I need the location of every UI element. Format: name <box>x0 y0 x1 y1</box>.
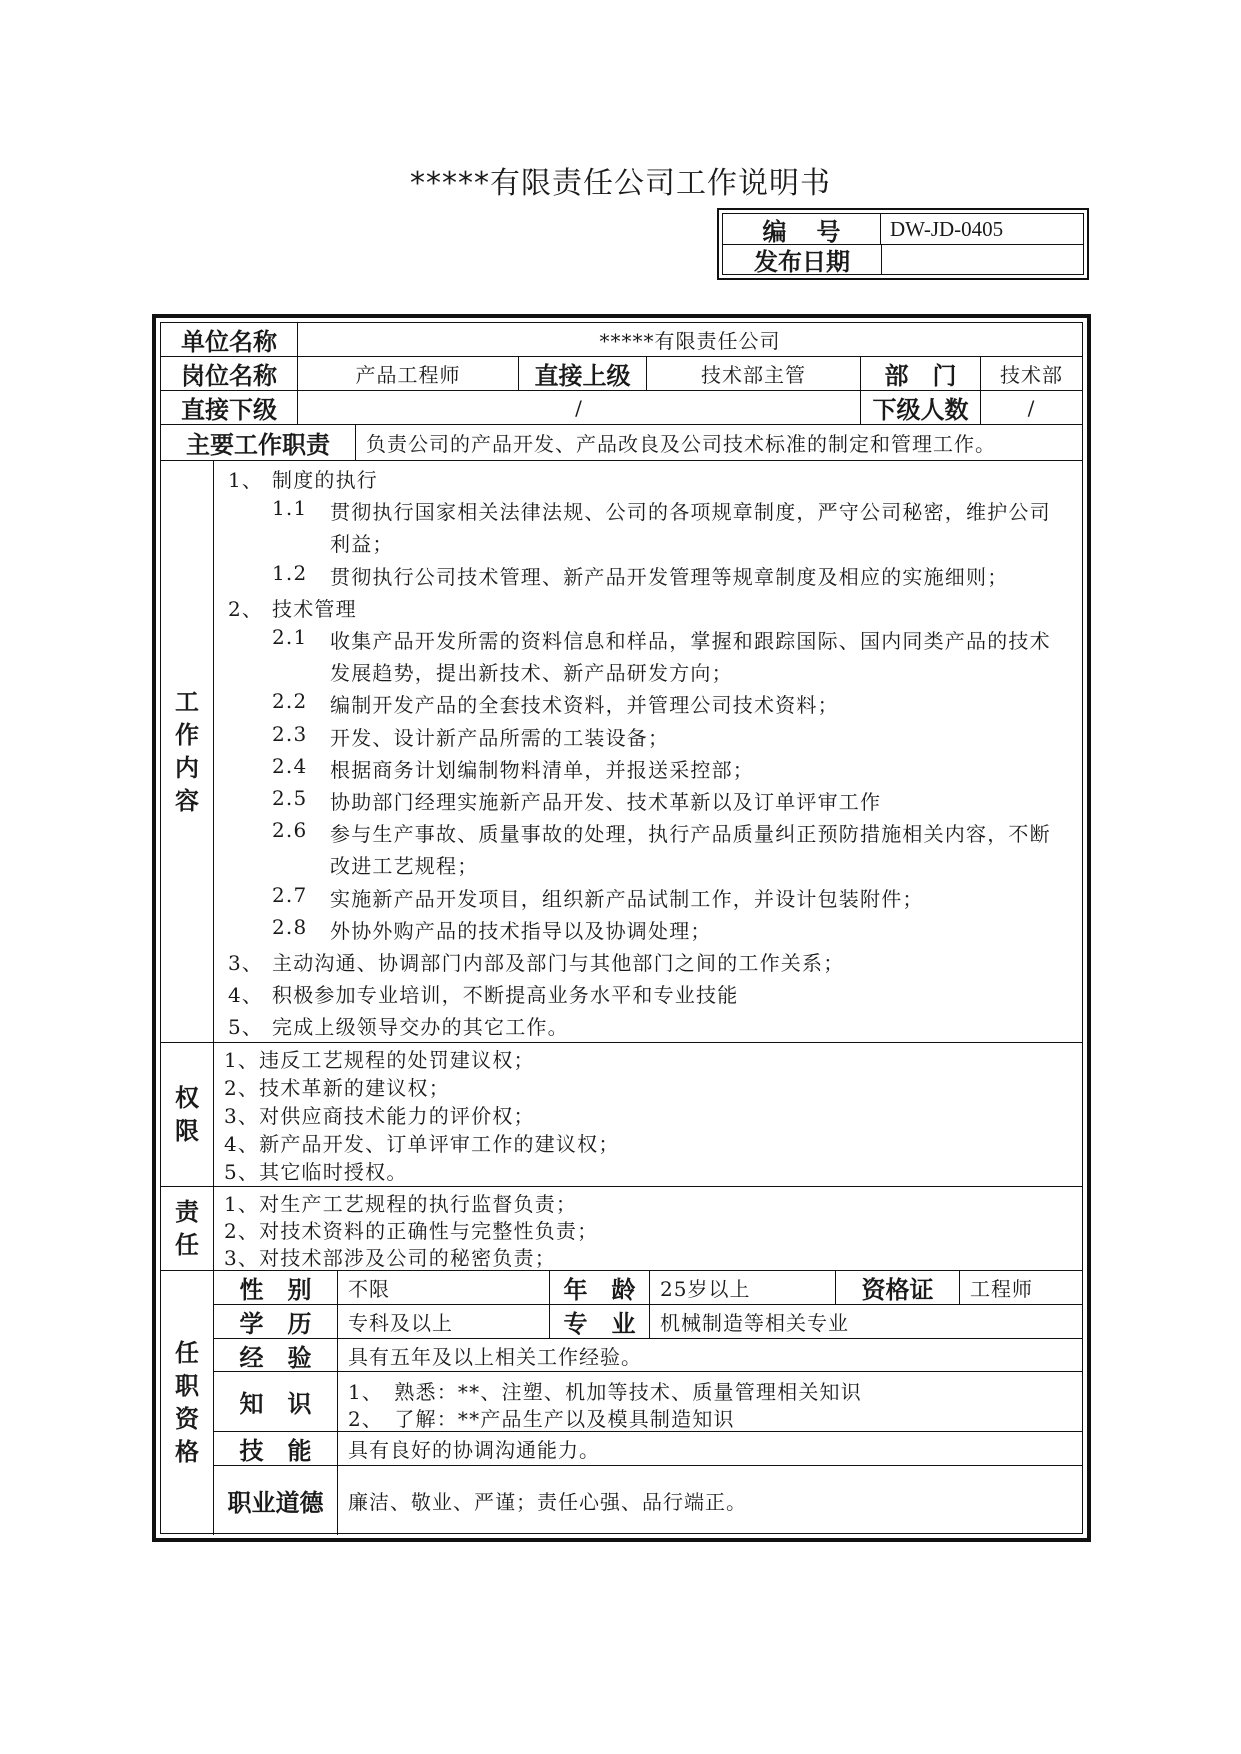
responsibility-label-char: 任 <box>175 1230 199 1259</box>
knowledge-line: 2、 了解：**产品生产以及模具制造知识 <box>348 1407 735 1431</box>
gender-label: 性 别 <box>213 1270 337 1304</box>
gender-value: 不限 <box>337 1270 549 1304</box>
authority-line: 3、对供应商技术能力的评价权； <box>224 1104 535 1128</box>
work-content-line-text: 利益； <box>330 532 394 557</box>
responsibility-line: 1、对生产工艺规程的执行监督负责； <box>224 1192 578 1216</box>
age-label: 年 龄 <box>549 1270 649 1304</box>
main-duty-value: 负责公司的产品开发、产品改良及公司技术标准的制定和管理工作。 <box>355 424 1082 460</box>
responsibility-label <box>161 1186 213 1270</box>
qualification-label-char: 资 <box>175 1405 199 1433</box>
main-duty-label: 主要工作职责 <box>161 424 355 460</box>
work-content-line-number: 2.6 <box>272 818 308 843</box>
work-content-line-text: 制度的执行 <box>272 468 378 492</box>
department-value: 技术部 <box>980 356 1082 390</box>
qualification-label-char: 任 <box>175 1339 199 1367</box>
job-description-table <box>152 314 1091 1542</box>
knowledge-value <box>337 1371 1082 1431</box>
work-content-line-number: 2.8 <box>272 914 308 939</box>
work-content-label-char: 作 <box>175 720 199 749</box>
work-content-line-text: 编制开发产品的全套技术资料，并管理公司技术资料； <box>330 693 839 718</box>
responsibility-line: 3、对技术部涉及公司的秘密负责； <box>224 1246 556 1270</box>
responsibility-body <box>213 1186 1082 1270</box>
work-content-line-text: 贯彻执行国家相关法律法规、公司的各项规章制度，严守公司秘密，维护公司 <box>330 500 1051 525</box>
work-content-label <box>161 460 213 1042</box>
code-label: 编号 <box>723 214 881 244</box>
department-label: 部 门 <box>860 356 980 390</box>
work-content-line-text: 主动沟通、协调部门内部及部门与其他部门之间的工作关系； <box>272 951 845 975</box>
subordinate-count-value: / <box>980 390 1082 424</box>
work-content-line-number: 2.5 <box>272 786 308 810</box>
responsibility-label-char: 责 <box>175 1197 199 1226</box>
certificate-label: 资格证 <box>835 1270 959 1304</box>
authority-line: 4、新产品开发、订单评审工作的建议权； <box>224 1132 620 1156</box>
qualification-label-char: 格 <box>175 1438 199 1466</box>
experience-label: 经 验 <box>213 1338 337 1371</box>
work-content-line-number: 2.4 <box>272 753 308 778</box>
position-value: 产品工程师 <box>297 356 518 390</box>
work-content-line-number: 1.2 <box>272 560 308 585</box>
authority-label-char: 限 <box>175 1116 199 1145</box>
skill-label: 技 能 <box>213 1431 337 1465</box>
knowledge-line: 1、 熟悉：**、注塑、机加等技术、质量管理相关知识 <box>348 1380 862 1404</box>
education-label: 学 历 <box>213 1304 337 1338</box>
work-content-label-char: 工 <box>175 687 199 716</box>
work-content-line-number: 2.3 <box>272 721 308 746</box>
subordinate-count-label: 下级人数 <box>860 390 980 424</box>
responsibility-line: 2、对技术资料的正确性与完整性负责； <box>224 1219 599 1243</box>
qualification-label-char: 职 <box>175 1372 199 1400</box>
date-row <box>723 244 1083 274</box>
work-content-line-text: 技术管理 <box>272 596 357 621</box>
work-content-line-text: 外协外购产品的技术指导以及协调处理； <box>330 918 712 943</box>
subordinate-value: / <box>297 390 860 424</box>
document-info-table <box>717 208 1089 280</box>
unit-value: *****有限责任公司 <box>297 323 1082 356</box>
date-value <box>882 244 1083 274</box>
work-content-line-text: 改进工艺规程； <box>330 854 479 879</box>
work-content-line-number: 3、 <box>228 951 264 975</box>
work-content-line-text: 积极参加专业培训，不断提高业务水平和专业技能 <box>272 983 739 1008</box>
work-content-line-text: 收集产品开发所需的资料信息和样品，掌握和跟踪国际、国内同类产品的技术 <box>330 629 1051 653</box>
unit-label: 单位名称 <box>181 328 277 356</box>
work-content-label-char: 容 <box>175 786 199 815</box>
subordinate-label: 直接下级 <box>161 390 297 424</box>
ethics-label: 职业道德 <box>213 1465 337 1535</box>
authority-line: 2、技术革新的建议权； <box>224 1076 450 1100</box>
authority-label-char: 权 <box>175 1083 199 1112</box>
work-content-line-number: 2、 <box>228 596 264 621</box>
document-title: *****有限责任公司工作说明书 <box>410 166 831 201</box>
code-row <box>723 214 1083 245</box>
work-content-line-number: 5、 <box>228 1015 264 1040</box>
work-content-line-number: 2.2 <box>272 689 308 714</box>
work-content-line-text: 根据商务计划编制物料清单，并报送采控部； <box>330 757 754 782</box>
code-value: DW-JD-0405 <box>890 216 1004 241</box>
experience-value: 具有五年及以上相关工作经验。 <box>337 1338 1082 1371</box>
work-content-line-number: 1、 <box>228 468 264 492</box>
work-content-line-text: 协助部门经理实施新产品开发、技术革新以及订单评审工作 <box>330 790 882 814</box>
work-content-line-text: 开发、设计新产品所需的工装设备； <box>330 725 670 750</box>
education-value: 专科及以上 <box>337 1304 549 1338</box>
work-content-line-number: 1.1 <box>272 496 308 521</box>
skill-value: 具有良好的协调沟通能力。 <box>337 1431 1082 1465</box>
work-content-line-text: 发展趋势，提出新技术、新产品研发方向； <box>330 661 733 686</box>
work-content-line-number: 2.7 <box>272 882 308 907</box>
position-label: 岗位名称 <box>161 356 297 390</box>
age-value: 25岁以上 <box>649 1270 835 1304</box>
major-label: 专 业 <box>549 1304 649 1338</box>
certificate-value: 工程师 <box>959 1270 1082 1304</box>
work-content-line-number: 4、 <box>228 983 264 1008</box>
date-label: 发布日期 <box>723 244 882 274</box>
qualification-label <box>161 1270 213 1535</box>
work-content-line-number: 2.1 <box>272 625 308 649</box>
authority-body <box>213 1042 1082 1186</box>
work-content-line-text: 完成上级领导交办的其它工作。 <box>272 1015 569 1040</box>
authority-line: 5、其它临时授权。 <box>224 1160 408 1184</box>
major-value: 机械制造等相关专业 <box>649 1304 1082 1338</box>
work-content-body <box>213 460 1082 1042</box>
authority-label <box>161 1042 213 1186</box>
ethics-value: 廉洁、敬业、严谨；责任心强、品行端正。 <box>337 1465 1082 1535</box>
work-content-line-text: 实施新产品开发项目，组织新产品试制工作，并设计包装附件； <box>330 886 924 911</box>
work-content-line-text: 参与生产事故、质量事故的处理，执行产品质量纠正预防措施相关内容，不断 <box>330 822 1051 847</box>
authority-line: 1、违反工艺规程的处罚建议权； <box>224 1048 535 1072</box>
work-content-line-text: 贯彻执行公司技术管理、新产品开发管理等规章制度及相应的实施细则； <box>330 564 1009 589</box>
superior-value: 技术部主管 <box>646 356 860 390</box>
superior-label: 直接上级 <box>518 356 646 390</box>
knowledge-label: 知 识 <box>213 1371 337 1431</box>
work-content-label-char: 内 <box>175 753 199 782</box>
